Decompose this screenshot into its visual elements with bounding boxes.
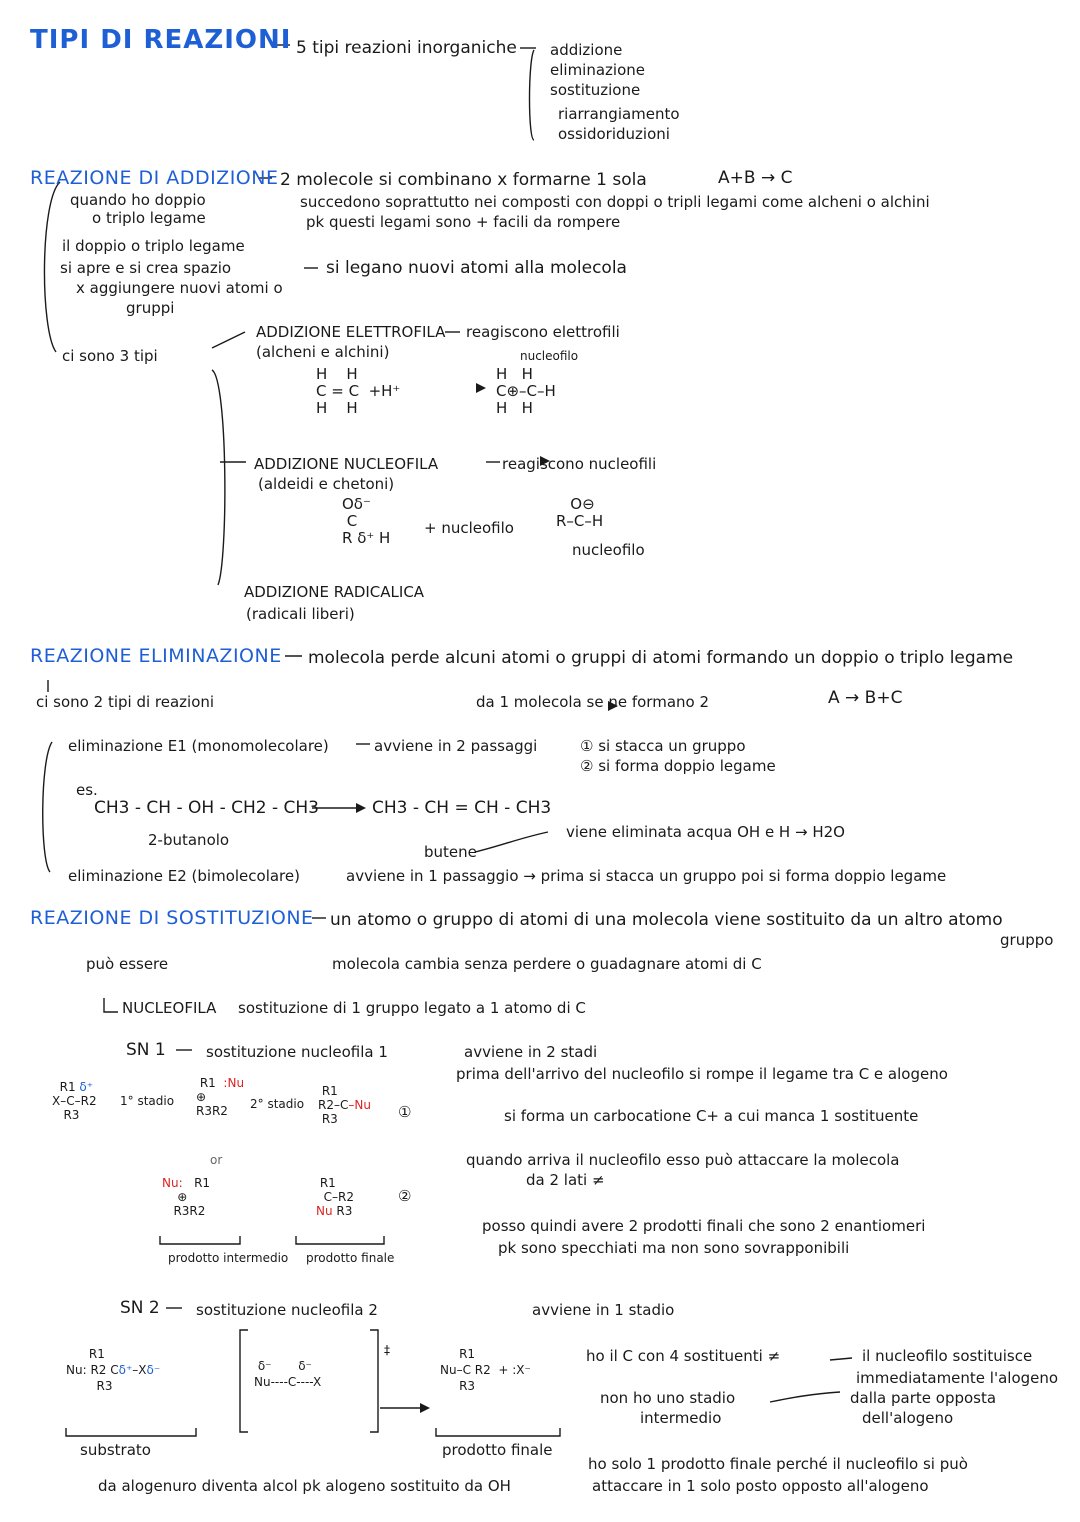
nucleofila-nucleofilo-label: nucleofilo [572,541,645,559]
intermediate-label: prodotto intermedio [168,1251,289,1265]
water-note: viene eliminata acqua OH e H → H2O [566,823,845,841]
pathway-1-marker: ① [398,1103,412,1121]
sn2-product: R1 Nu–C R2 + :X⁻ R3 [440,1347,531,1393]
sn2-one-product: ho solo 1 prodotto finale perché il nucleofilo si può [588,1455,968,1473]
sn1-title: SN 1 [126,1040,166,1060]
eliminazione-from-one: da 1 molecola se ne formano 2 [476,693,710,711]
addizione-note-when-1: quando ho doppio [70,191,206,209]
sostituzione-heading: REAZIONE DI SOSTITUZIONE [30,907,314,929]
sn1-stage-1: 1° stadio [120,1094,175,1108]
radicalica-title: ADDIZIONE RADICALICA [244,583,425,601]
sn1-note-5: posso quindi avere 2 prodotti finali che sono 2 enantiomeri [482,1217,926,1235]
addizione-open-2: si apre e si crea spazio [60,259,232,277]
addizione-open-4: gruppi [126,299,175,317]
addizione-three-types: ci sono 3 tipi [62,347,158,365]
sn1-carbocation-2: Nu: R1 ⊕ R3R2 [162,1176,211,1218]
addizione-heading: REAZIONE DI ADDIZIONE [30,167,279,189]
type-addizione: addizione [550,41,623,59]
sn2-note-4: dalla parte opposta [850,1389,997,1407]
addizione-formula: A+B → C [718,168,793,188]
or-label: or [210,1153,223,1167]
sn2-note-1: ho il C con 4 sostituenti ≠ [586,1347,781,1365]
sn1-note-2: si forma un carbocatione C+ a cui manca 1 sostituente [504,1107,919,1125]
sn1-steps: avviene in 2 stadi [464,1043,598,1061]
sn1-note-6: pk sono specchiati ma non sono sovrapponibili [498,1239,850,1257]
transition-state-mark: ‡ [384,1343,390,1357]
sostituzione-def: un atomo o gruppo di atomi di una molecola viene sostituito da un altro atomo [330,910,1003,930]
nucleofila-sub: (aldeidi e chetoni) [258,475,395,493]
e1-step-2: ② si forma doppio legame [580,757,776,775]
sn2-transition-state: δ⁻ δ⁻ Nu----C----X [254,1359,322,1389]
type-riarrangiamento: riarrangiamento [558,105,680,123]
type-sostituzione: sostituzione [550,81,641,99]
sn2-note-2: il nucleofilo sostituisce [862,1347,1033,1365]
addizione-open-3: x aggiungere nuovi atomi o [76,279,283,297]
sn1-desc: sostituzione nucleofila 1 [206,1043,388,1061]
sn2-desc: sostituzione nucleofila 2 [196,1301,378,1319]
eliminazione-def: molecola perde alcuni atomi o gruppi di atomi formando un doppio o triplo legame [308,648,1014,668]
sn2-note-5: dell'alogeno [862,1409,954,1427]
carbonyl-structure: Oδ⁻ C R δ⁺ H [342,495,391,547]
reactant-formula: CH3 - CH - OH - CH2 - CH3 [94,798,319,818]
e2-desc: avviene in 1 passaggio → prima si stacca un gruppo poi si forma doppio legame [346,867,947,885]
alogenuro-note: da alogenuro diventa alcol pk alogeno sostituito da OH [98,1477,511,1495]
sn1-stage-2: 2° stadio [250,1097,305,1111]
plus-nucleofilo: + nucleofilo [424,519,514,537]
nucleofila-sub-title: NUCLEOFILA [122,999,217,1017]
sn1-product-2: R1 C–R2 Nu R3 [316,1176,354,1218]
addizione-note-occur-2: pk questi legami sono + facili da rompere [306,213,621,231]
sn1-note-4: da 2 lati ≠ [526,1171,605,1189]
reactant-name: 2-butanolo [148,831,230,849]
prodotto-finale-label: prodotto finale [442,1441,553,1459]
sn1-carbocation: R1 :Nu ⊕ R3R2 [196,1076,245,1118]
type-ossidoriduzioni: ossidoriduzioni [558,125,670,143]
addizione-open-result: si legano nuovi atomi alla molecola [326,258,627,278]
elettrofila-desc: reagiscono elettrofili [466,323,620,341]
eliminazione-formula: A → B+C [828,688,903,708]
eliminazione-two-types: ci sono 2 tipi di reazioni [36,693,215,711]
sn1-note-1: prima dell'arrivo del nucleofilo si rompe il legame tra C e alogeno [456,1065,948,1083]
alkoxide-structure: O⊖ R–C–H [556,495,604,530]
eliminazione-heading: REAZIONE ELIMINAZIONE [30,645,282,667]
sn2-note-3: immediatamente l'alogeno [856,1369,1059,1387]
final-label: prodotto finale [306,1251,395,1265]
elettrofila-title: ADDIZIONE ELETTROFILA [256,323,446,341]
nucleofila-sub-desc: sostituzione di 1 gruppo legato a 1 atomo di C [238,999,586,1017]
addizione-def: 2 molecole si combinano x formarne 1 sola [280,170,647,190]
sostituzione-def-2: gruppo [1000,931,1054,949]
ethene-structure: H H C = C +H⁺ H H [316,365,401,417]
sn1-note-3: quando arriva il nucleofilo esso può attaccare la molecola [466,1151,900,1169]
addizione-note-occur: succedono soprattutto nei composti con doppi o tripli legami come alcheni o alchini [300,193,930,211]
substrato-label: substrato [80,1441,151,1459]
nucleofila-desc: reagiscono nucleofili [502,455,657,473]
change-note: molecola cambia senza perdere o guadagnare atomi di C [332,955,762,973]
radicalica-sub: (radicali liberi) [246,605,355,623]
sn2-substrate: R1 Nu: R2 Cδ⁺–Xδ⁻ R3 [66,1347,161,1393]
sn2-one-product-2: attaccare in 1 solo posto opposto all'alogeno [592,1477,929,1495]
page-title: TIPI DI REAZIONI [30,25,292,55]
sn1-substrate: R1 δ⁺ X–C–R2 R3 [52,1080,97,1122]
example-label: es. [76,781,98,799]
intro-text: 5 tipi reazioni inorganiche [296,38,517,58]
sn2-no-intermediate-2: intermedio [640,1409,722,1427]
addizione-open-1: il doppio o triplo legame [62,237,245,255]
sn2-no-intermediate: non ho uno stadio [600,1389,736,1407]
product-name: butene [424,843,477,861]
e2-title: eliminazione E2 (bimolecolare) [68,867,300,885]
e1-step-1: ① si stacca un gruppo [580,737,746,755]
e1-desc: avviene in 2 passaggi [374,737,538,755]
carbocation-structure: H H C⊕–C–H H H [496,365,556,417]
sn2-title: SN 2 [120,1298,160,1318]
sn1-product-1: R1 R2–C–Nu R3 [318,1084,371,1126]
e1-title: eliminazione E1 (monomolecolare) [68,737,329,755]
elettrofila-nucleofilo-label: nucleofilo [520,349,579,363]
sn2-steps: avviene in 1 stadio [532,1301,675,1319]
product-formula: CH3 - CH = CH - CH3 [372,798,552,818]
nucleofila-title: ADDIZIONE NUCLEOFILA [254,455,439,473]
type-eliminazione: eliminazione [550,61,645,79]
elettrofila-sub: (alcheni e alchini) [256,343,390,361]
addizione-note-when-2: o triplo legame [92,209,206,227]
pathway-2-marker: ② [398,1187,412,1205]
can-be: può essere [86,955,169,973]
